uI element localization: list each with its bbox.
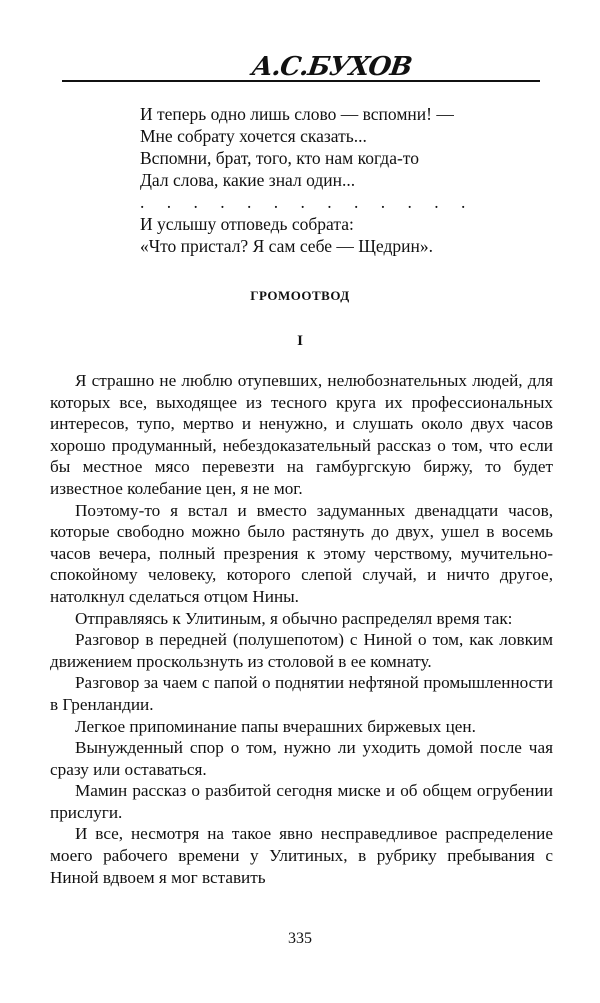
page-number: 335 xyxy=(288,930,312,947)
poem-line: «Что пристал? Я сам себе — Щедрин». xyxy=(140,236,433,256)
paragraph: Мамин рассказ о разбитой сегодня миске и об общем огрубении прислуги. xyxy=(50,781,553,822)
paragraph: Разговор за чаем с папой о поднятии нефтяной промышленности в Гренландии. xyxy=(50,673,553,714)
poem-ellipsis-line: . . . . . . . . . . . . . xyxy=(140,192,475,212)
poem-line: И услышу отповедь собрата: xyxy=(140,214,354,234)
paragraph: Вынужденный спор о том, нужно ли уходить домой после чая сразу или оставаться. xyxy=(50,738,553,779)
poem-line: Вспомни, брат, того, кто нам когда-то xyxy=(140,148,419,168)
paragraph: Разговор в передней (полушепотом) с Ниной о том, как ловким движением проскользнуть из столовой в ее комнату. xyxy=(50,630,553,671)
author-header: А.С.БУХОВ xyxy=(249,52,414,82)
paragraph: Поэтому-то я встал и вместо задуманных двенадцати часов, которые свободно можно было растянуть до двух, ушел в восемь часов вечера, полный презрения к этому черствому, мучительно-спокойному человеку, которого слепой случай, и ничто другое, натолкнул сделаться отцом Нины. xyxy=(50,500,553,606)
poem-excerpt xyxy=(140,103,520,257)
paragraph: Отправляясь к Улитиным, я обычно распределял время так: xyxy=(75,608,513,628)
body-text xyxy=(50,370,553,888)
section-title: ГРОМООТВОД xyxy=(250,288,350,303)
paragraph: Я страшно не люблю отупевших, нелюбознательных людей, для которых все, выходящее из тесного круга их профессиональных интересов, тупо, мертво и ненужно, и слушать около двух часов хорошо продуманный, небездоказательный рассказ о том, что если бы местное мясо перевезти на гамбургскую биржу, то будет известное колебание цен, я не мог. xyxy=(50,371,553,498)
poem-line: И теперь одно лишь слово — вспомни! — xyxy=(140,104,454,124)
poem-line: Дал слова, какие знал один... xyxy=(140,170,356,190)
chapter-number: I xyxy=(297,333,303,349)
poem-line: Мне собрату хочется сказать... xyxy=(140,126,367,146)
header-rule xyxy=(62,80,540,82)
paragraph: И все, несмотря на такое явно несправедливое распределение моего рабочего времени у Улитиных, в рубрику пребывания с Ниной вдвоем я мог вставить xyxy=(50,824,553,887)
running-header xyxy=(62,50,540,90)
paragraph: Легкое припоминание папы вчерашних биржевых цен. xyxy=(75,716,476,736)
